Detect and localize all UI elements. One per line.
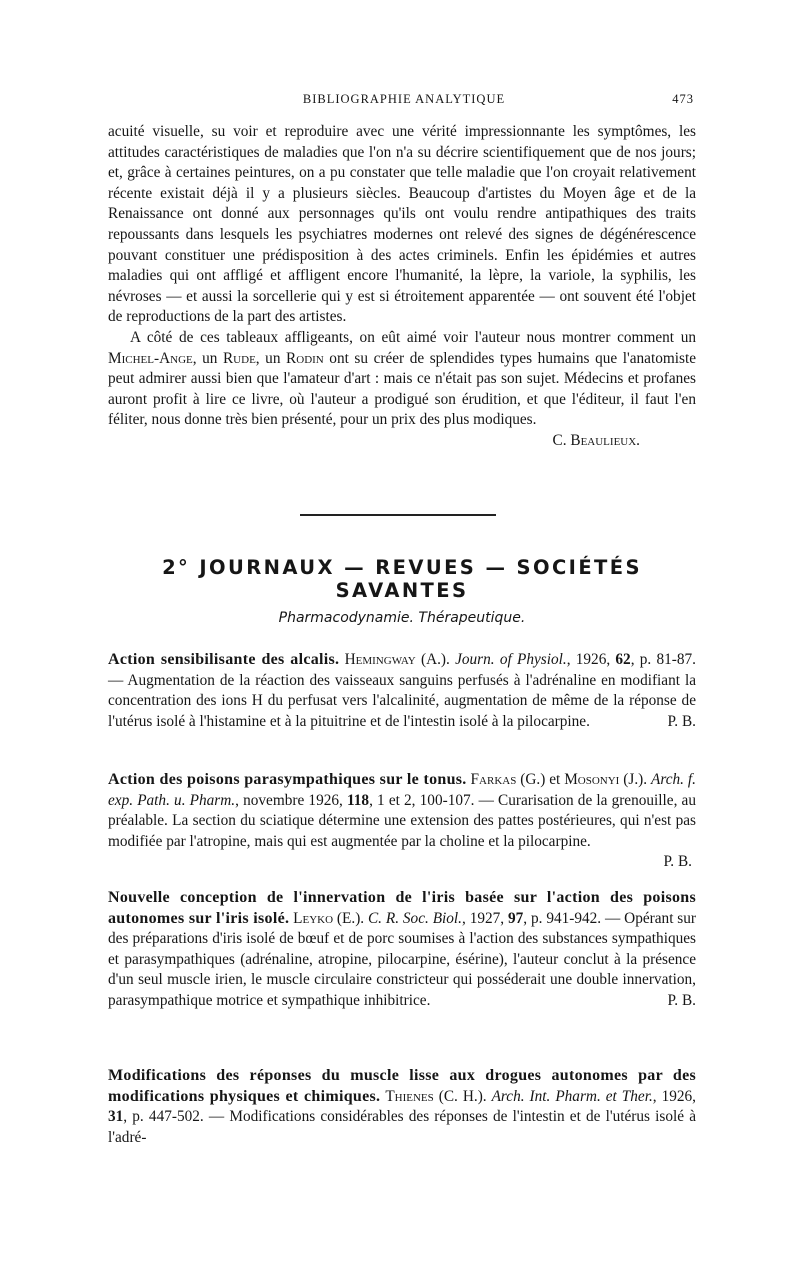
abstract-entry xyxy=(108,1066,696,1148)
entry-author: Hemingway xyxy=(344,651,416,668)
name-rude: Rude xyxy=(222,349,256,367)
entry-title: Action des poisons parasympathiques sur le tonus. xyxy=(108,771,467,788)
abstract-entry xyxy=(108,888,696,1012)
entry-initials: P. B. xyxy=(663,853,692,871)
entry-title: Nouvelle conception de l'innervation de l'iris basée sur l'action des poisons autonomes sur l'iris isolé. xyxy=(108,889,696,927)
running-head xyxy=(112,92,696,112)
entry-author-2-initials: (J.). xyxy=(619,771,651,788)
para2-text-d: ont su créer de splendides types humains que l'anatomiste peut admirer aussi bien que l'amateur d'art : mais ce n'était pas son sujet. Médecins et profanes auront profit à lire ce livre, où l'auteur a prodigué son érudition, et que l'éditeur, il faut l'en féliter, nous donne très bien présenté, pour un prix des plus modiques. xyxy=(108,349,696,429)
running-head-title: BIBLIOGRAPHIE ANALYTIQUE xyxy=(302,92,506,106)
abstract-entry xyxy=(108,770,696,873)
entry-title: Action sensibilisante des alcalis. xyxy=(108,651,340,668)
review-paragraph-2 xyxy=(108,328,696,431)
entry-summary: Opérant sur des préparations d'iris isolé de bœuf et de porc soumises à l'action des substances sympathiques et parasympathiques (adrénaline, atropine, pilocarpine, ésérine), l'auteur conclut à la présence d'un seul muscle irien, le muscle circulaire constricteur qui posséderait une double innervation, parasympathique motrice et sympathique inhibitrice. xyxy=(108,909,697,1009)
para2-text-b: , un xyxy=(192,349,223,367)
entry-summary: Augmentation de la réaction des vaisseaux sanguins perfusés à l'adrénaline en modifiant la concentration des ions H du perfusat vers l'alcalinité, augmentation de même de la réponse de l'utérus isolé à l'histamine et à la pituitrine et de l'intestin isolé à la pilocarpine. xyxy=(108,671,696,730)
entry-citation-year: , 1927, xyxy=(462,909,508,927)
entry-volume: 31 xyxy=(108,1108,124,1126)
entry-summary: Curarisation de la grenouille, au préalable. La section du sciatique détermine une extension des pattes postérieures, qui n'est pas modifiée par l'atropine, mais qui est augmentée par la choline et la pilocarpine. xyxy=(108,791,696,850)
entry-summary: Modifications considérables des réponses de l'intestin et de l'utérus isolé à l'adré- xyxy=(108,1108,697,1146)
entry-author-initials: (E.). xyxy=(333,909,368,927)
review-paragraph-1: acuité visuelle, su voir et reproduire avec une vérité impressionnante les symptômes, les attitudes caractéristiques de maladies que l'on n'a su décrire scientifiquement que de nos jours; et, grâce à certaines peintures, on a pu constater que telle maladie que l'on croyait relativement récente existait déjà il y a plusieurs siècles. Beaucoup d'artistes du Moyen âge et de la Renaissance ont donné aux personnages qu'ils ont voulu rendre antipathiques des traits repoussants dans lesquels les psychiatres modernes ont relevé des signes de dégénérescence pouvant constituer une prédisposition à des actes criminels. Enfin les épidémies et autres maladies qui ont affligé et affligent encore l'humanité, la lèpre, la variole, la syphilis, les névroses — et aussi la sorcellerie qui y est si étroitement apparentée — ont souvent été l'objet de reproductions de la part des artistes. xyxy=(108,123,696,326)
para2-text-a: A côté de ces tableaux affligeants, on eût aimé voir l'auteur nous montrer comment un xyxy=(130,328,696,346)
entry-volume: 118 xyxy=(346,791,370,809)
abstract-entry xyxy=(108,650,696,732)
entry-citation-pages: , p. 941-942. — xyxy=(523,909,625,927)
entry-citation-pages: , p. 81-87. — xyxy=(108,651,696,689)
entry-author-initials: (C. H.). xyxy=(433,1087,492,1105)
section-divider xyxy=(300,514,496,516)
entry-author: Farkas xyxy=(470,771,517,788)
entry-citation-pages: , 1 et 2, 100-107. — xyxy=(369,791,499,809)
section-title: 2° JOURNAUX — REVUES — SOCIÉTÉS SAVANTES xyxy=(162,556,642,602)
signature-name: Beaulieux. xyxy=(570,431,640,449)
entry-journal: Journ. of Physiol. xyxy=(455,651,567,668)
entry-citation-year: , 1926, xyxy=(652,1087,696,1105)
entry-title: Modifications des réponses du muscle lisse aux drogues autonomes par des modifications physiques et chimiques. xyxy=(108,1067,696,1105)
entry-volume: 62 xyxy=(615,651,631,668)
name-michel-ange: Michel-Ange xyxy=(108,349,193,367)
entry-author-initials: (A.). xyxy=(415,651,456,668)
entry-initials: P. B. xyxy=(667,991,696,1009)
entry-journal: C. R. Soc. Biol. xyxy=(367,909,463,927)
entry-volume: 97 xyxy=(508,909,524,927)
subsection-title: Pharmacodynamie. Thérapeutique. xyxy=(278,610,526,626)
entry-citation-year: , novembre 1926, xyxy=(235,791,347,809)
review-signature xyxy=(108,431,696,452)
entry-initials: P. B. xyxy=(667,712,696,730)
entry-citation-pages: , p. 447-502. — xyxy=(123,1108,230,1126)
page-number: 473 xyxy=(672,92,694,106)
signature-initial: C. xyxy=(552,431,571,449)
review-continuation xyxy=(108,122,696,452)
entry-journal: Arch. f. exp. Path. u. Pharm. xyxy=(108,771,696,809)
entry-author-2: Mosonyi xyxy=(564,771,620,788)
entry-journal: Arch. Int. Pharm. et Ther. xyxy=(491,1087,653,1105)
entry-author: Thienes xyxy=(385,1087,434,1105)
entry-citation-year: , 1926, xyxy=(566,651,616,668)
para2-text-c: , un xyxy=(255,349,287,367)
entry-author: Leyko xyxy=(293,909,334,927)
name-rodin: Rodin xyxy=(286,349,324,367)
entry-author-initials: (G.) et xyxy=(516,771,565,788)
